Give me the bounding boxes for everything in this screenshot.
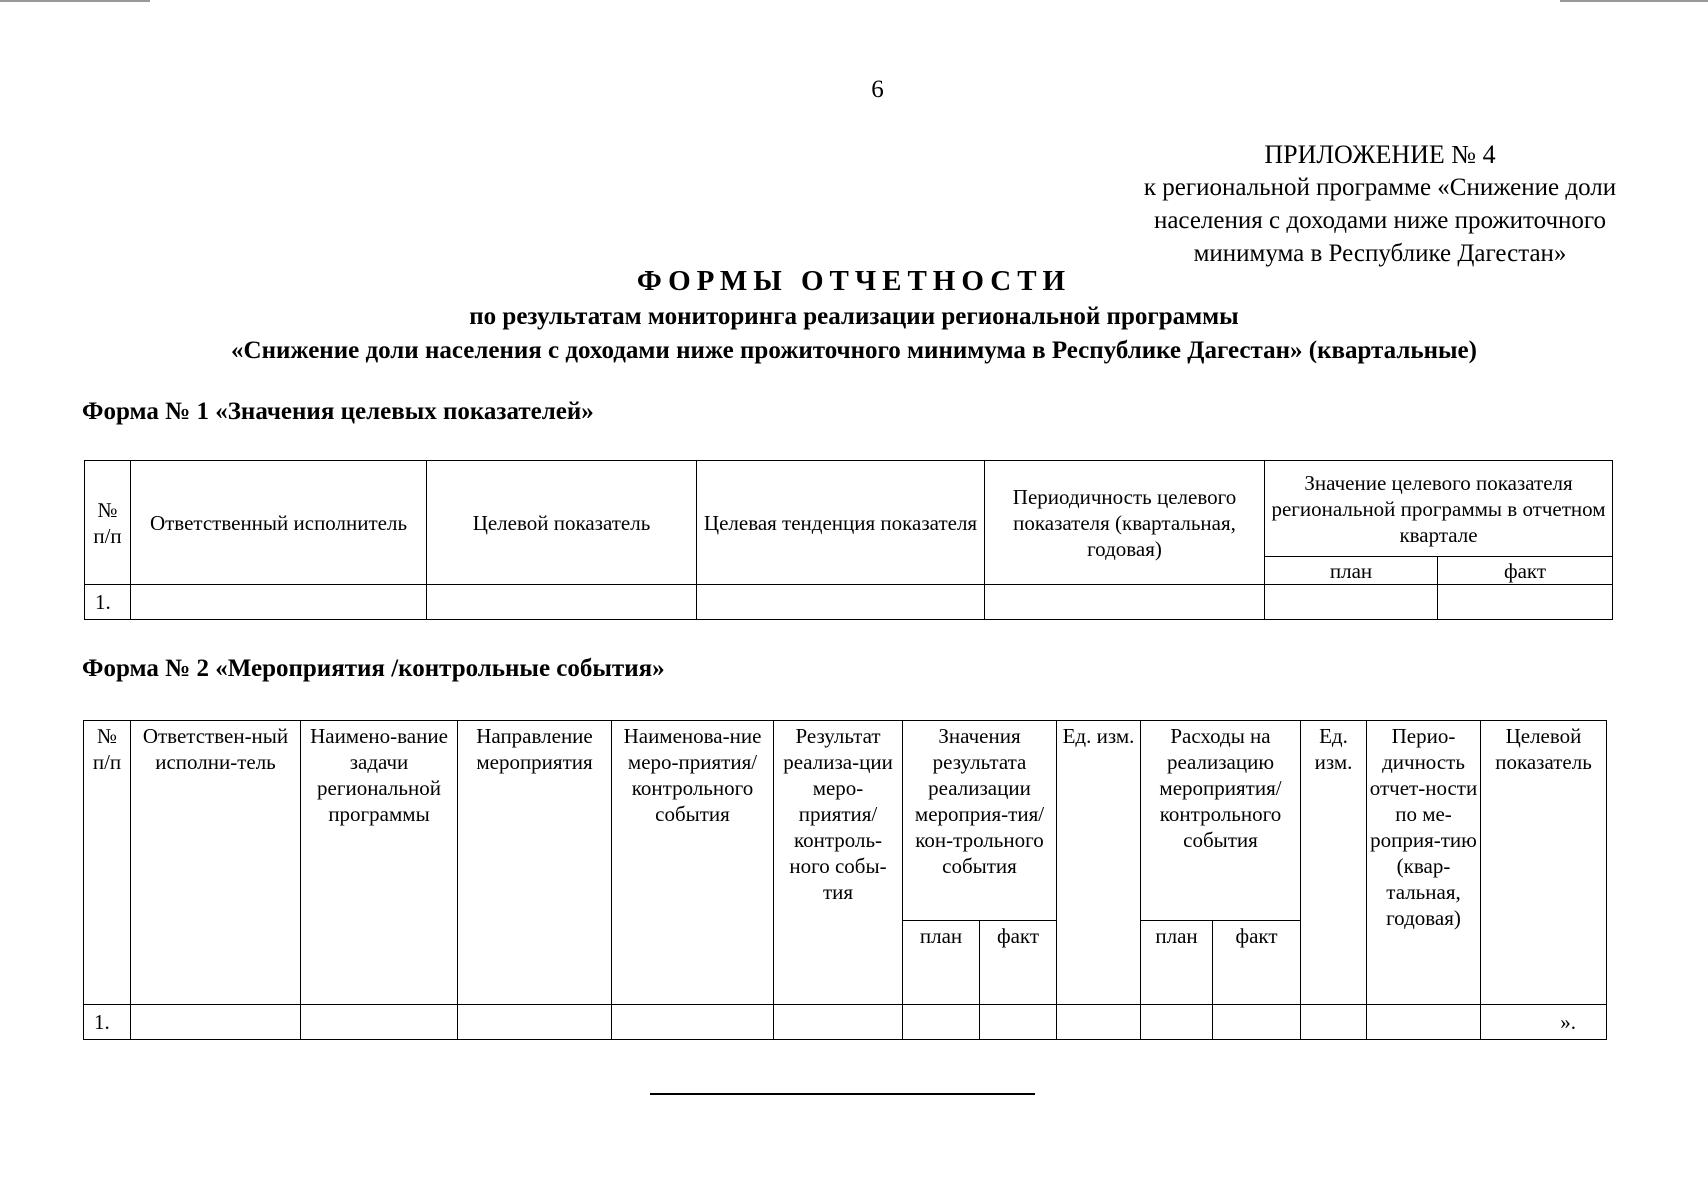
appendix-block xyxy=(1040,138,1708,270)
header-num: № п/п xyxy=(85,461,131,585)
scan-edge-mark-left xyxy=(0,0,150,2)
appendix-line-3: минимума в Республике Дагестан» xyxy=(1193,240,1567,267)
header-plan: план xyxy=(903,921,980,1005)
document-title: ФОРМЫ ОТЧЕТНОСТИ xyxy=(636,265,1072,297)
header-result-values: Значения результата реализации мероприя-тия/ кон-трольного события xyxy=(903,721,1057,921)
appendix-line-2: населения с доходами ниже прожиточного xyxy=(1153,207,1607,234)
header-target-value: Значение целевого показателя региональной программы в отчетном квартале xyxy=(1265,461,1613,557)
header-executor: Ответствен-ный исполни-тель xyxy=(131,721,301,1005)
header-fact: факт xyxy=(980,921,1057,1005)
cell-empty xyxy=(1057,1005,1141,1040)
cell-empty xyxy=(1213,1005,1301,1040)
header-task: Наимено-вание задачи региональной программы xyxy=(301,721,458,1005)
header-executor: Ответственный исполнитель xyxy=(131,461,427,585)
cell-empty xyxy=(1265,585,1438,620)
appendix-title: ПРИЛОЖЕНИЕ № 4 xyxy=(1264,140,1496,169)
cell-empty xyxy=(1367,1005,1481,1040)
header-unit-2: Ед. изм. xyxy=(1301,721,1367,1005)
cell-empty xyxy=(774,1005,903,1040)
header-periodicity: Периодичность целевого показателя (квартальная, годовая) xyxy=(985,461,1265,585)
header-fact-2: факт xyxy=(1213,921,1301,1005)
form-2-title: Форма № 2 «Мероприятия /контрольные события» xyxy=(82,655,665,682)
document-subtitle-1: по результатам мониторинга реализации региональной программы xyxy=(469,303,1239,330)
header-num: № п/п xyxy=(84,721,131,1005)
form-1-table xyxy=(84,460,1613,620)
cell-empty xyxy=(1438,585,1613,620)
cell-empty xyxy=(903,1005,980,1040)
cell-empty xyxy=(612,1005,774,1040)
header-indicator: Целевой показатель xyxy=(1481,721,1607,1005)
cell-empty xyxy=(301,1005,458,1040)
header-indicator: Целевой показатель xyxy=(427,461,697,585)
cell-empty xyxy=(427,585,697,620)
cell-empty xyxy=(1141,1005,1213,1040)
header-direction: Направление мероприятия xyxy=(458,721,612,1005)
table-row xyxy=(85,585,1613,620)
document-subtitle-2: «Снижение доли населения с доходами ниже прожиточного минимума в Республике Дагестан» (квартальные) xyxy=(231,337,1477,364)
header-plan: план xyxy=(1265,557,1438,585)
cell-empty xyxy=(985,585,1265,620)
form-1-title: Форма № 1 «Значения целевых показателей» xyxy=(82,398,594,425)
header-periodicity: Перио-дичность отчет-ности по ме-роприя-тию (квар-тальная, годовая) xyxy=(1367,721,1481,1005)
cell-empty xyxy=(131,585,427,620)
table-row xyxy=(84,1005,1607,1040)
cell-empty xyxy=(1301,1005,1367,1040)
cell-empty xyxy=(131,1005,301,1040)
form-2-table xyxy=(83,720,1607,1040)
header-plan-2: план xyxy=(1141,921,1213,1005)
header-event-name: Наименова-ние меро-приятия/ контрольного события xyxy=(612,721,774,1005)
row-end-mark: ». xyxy=(1481,1005,1607,1040)
header-fact: факт xyxy=(1438,557,1613,585)
cell-empty xyxy=(697,585,985,620)
row-num: 1. xyxy=(85,585,131,620)
cell-empty xyxy=(458,1005,612,1040)
header-result: Результат реализа-ции меро-приятия/ контроль-ного собы-тия xyxy=(774,721,903,1005)
header-expenses: Расходы на реализацию мероприятия/ контрольного события xyxy=(1141,721,1301,921)
scan-edge-mark-right xyxy=(1560,0,1708,2)
row-num: 1. xyxy=(84,1005,131,1040)
cell-empty xyxy=(980,1005,1057,1040)
header-trend: Целевая тенденция показателя xyxy=(697,461,985,585)
page-number: 6 xyxy=(871,76,884,103)
header-unit: Ед. изм. xyxy=(1057,721,1141,1005)
appendix-line-1: к региональной программе «Снижение доли xyxy=(1143,174,1617,201)
closing-rule xyxy=(650,1093,1035,1095)
